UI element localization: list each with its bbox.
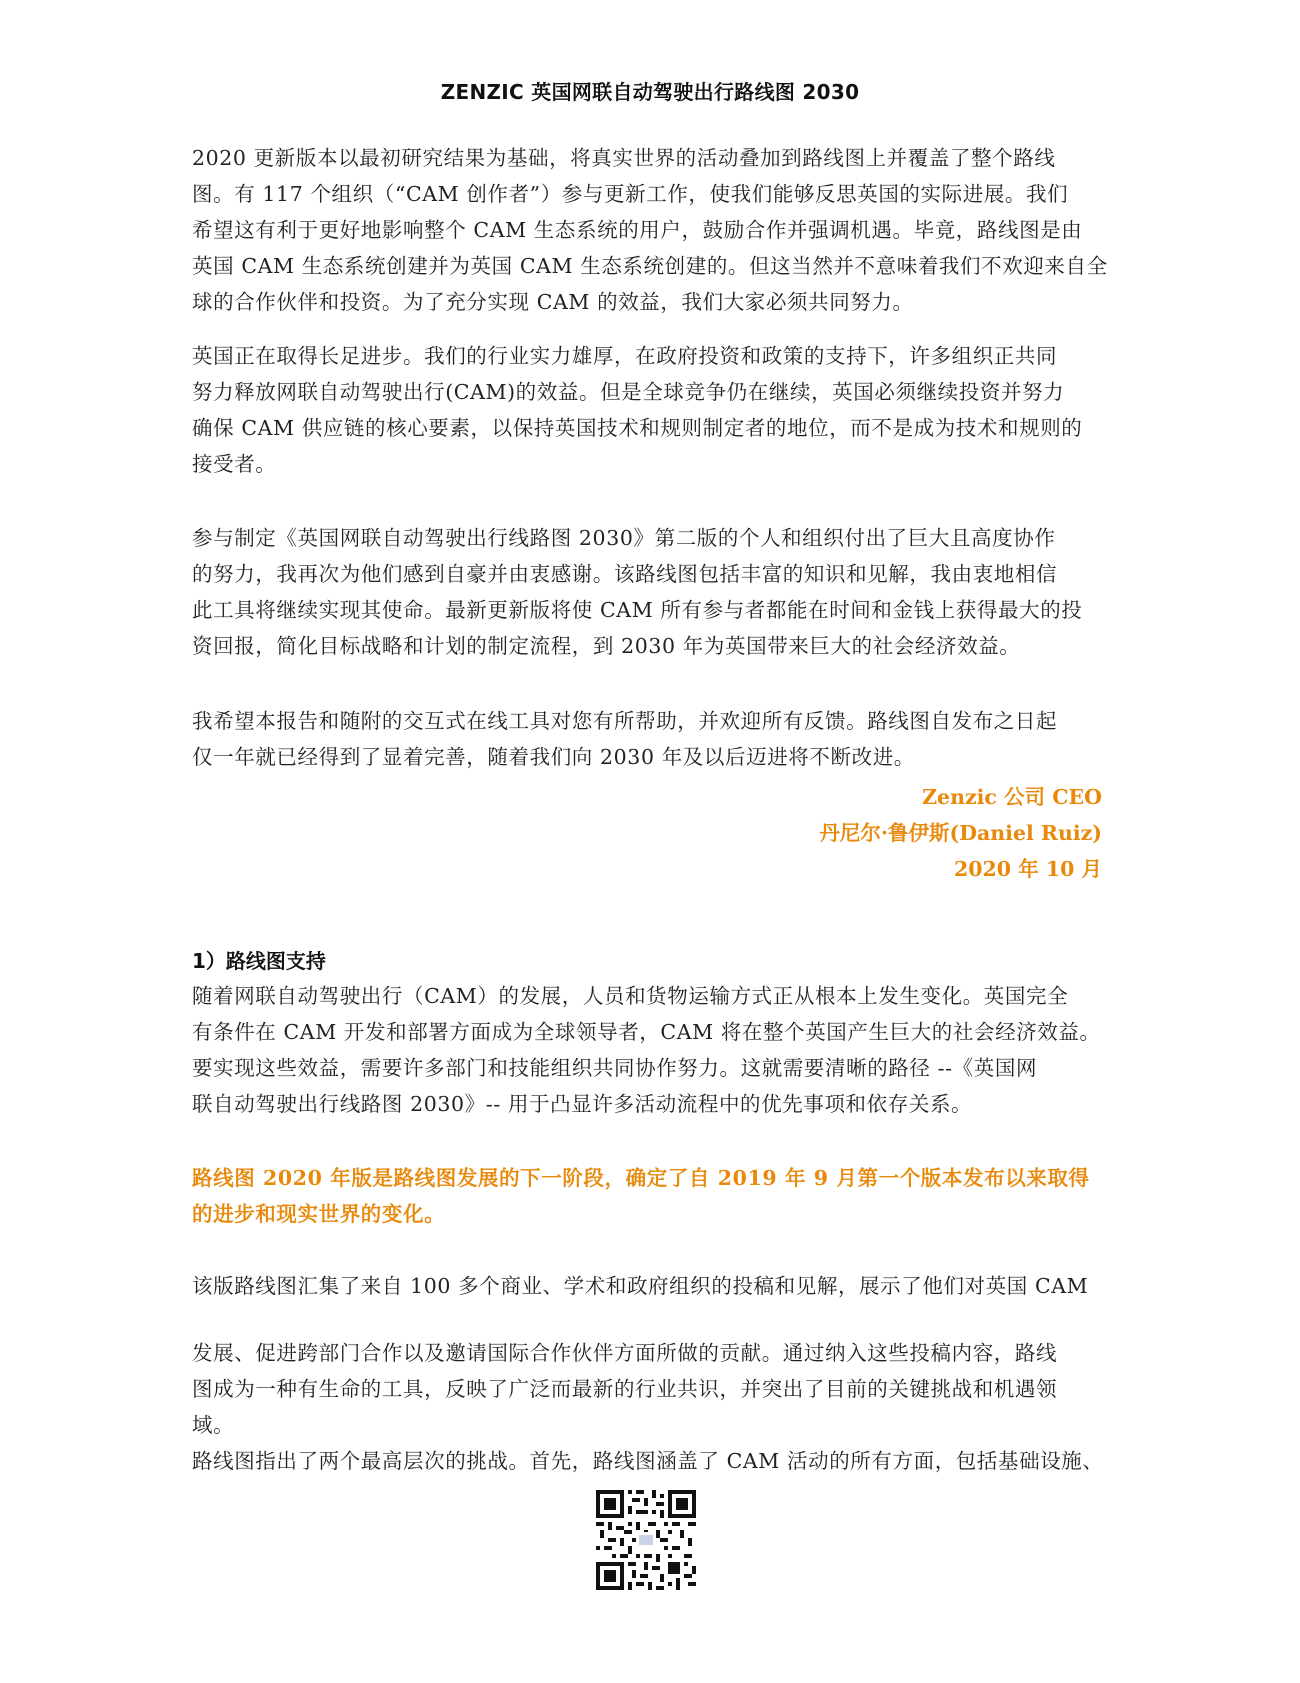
text-line: 此工具将继续实现其使命。最新更新版将使 CAM 所有参与者都能在时间和金钱上获得最大的投 (192, 598, 1083, 622)
text-line: 我希望本报告和随附的交互式在线工具对您有所帮助，并欢迎所有反馈。路线图自发布之日起 (192, 709, 1058, 733)
section-paragraph-3 (192, 1335, 1112, 1479)
intro-paragraph-4 (192, 703, 1112, 775)
intro-paragraph-2 (192, 338, 1112, 482)
text-line: 有条件在 CAM 开发和部署方面成为全球领导者，CAM 将在整个英国产生巨大的社会经济效益。 (192, 1020, 1101, 1044)
text-line: 确保 CAM 供应链的核心要素，以保持英国技术和规则制定者的地位，而不是成为技术和规则的 (192, 416, 1083, 440)
text-line: 努力释放网联自动驾驶出行(CAM)的效益。但是全球竞争仍在继续，英国必须继续投资并努力 (192, 380, 1065, 404)
text-line: 仅一年就已经得到了显着完善，随着我们向 2030 年及以后迈进将不断改进。 (192, 745, 915, 769)
signature-date: 2020 年 10 月 (954, 857, 1102, 881)
intro-paragraph-1 (192, 140, 1112, 320)
signature-name: 丹尼尔·鲁伊斯(Daniel Ruiz) (819, 821, 1102, 845)
text-line: 英国 CAM 生态系统创建并为英国 CAM 生态系统创建的。但这当然并不意味着我们不欢迎来自全 (192, 254, 1108, 278)
text-line: 要实现这些效益，需要许多部门和技能组织共同协作努力。这就需要清晰的路径 --《英国网 (192, 1056, 1038, 1080)
signature-block (819, 779, 1102, 887)
section-paragraph-1 (192, 978, 1112, 1122)
text-line: 发展、促进跨部门合作以及邀请国际合作伙伴方面所做的贡献。通过纳入这些投稿内容，路线 (192, 1341, 1058, 1365)
text-line: 路线图指出了两个最高层次的挑战。首先，路线图涵盖了 CAM 活动的所有方面，包括基础设施、 (192, 1449, 1104, 1473)
text-line: 球的合作伙伴和投资。为了充分实现 CAM 的效益，我们大家必须共同努力。 (192, 290, 914, 314)
text-line: 参与制定《英国网联自动驾驶出行线路图 2030》第二版的个人和组织付出了巨大且高度协作 (192, 526, 1056, 550)
text-line: 随着网联自动驾驶出行（CAM）的发展，人员和货物运输方式正从根本上发生变化。英国完全 (192, 984, 1069, 1008)
signature-role: Zenzic 公司 CEO (922, 785, 1102, 809)
text-line: 希望这有利于更好地影响整个 CAM 生态系统的用户，鼓励合作并强调机遇。毕竟，路线图是由 (192, 218, 1083, 242)
section-paragraph-2 (192, 1268, 1112, 1304)
text-line: 图成为一种有生命的工具，反映了广泛而最新的行业共识，并突出了目前的关键挑战和机遇领 (192, 1377, 1058, 1401)
highlight-paragraph (192, 1160, 1112, 1232)
text-line: 2020 更新版本以最初研究结果为基础，将真实世界的活动叠加到路线图上并覆盖了整个路线 (192, 146, 1056, 170)
text-line: 的进步和现实世界的变化。 (192, 1202, 446, 1226)
text-line: 路线图 2020 年版是路线图发展的下一阶段，确定了自 2019 年 9 月第一个版本发布以来取得 (192, 1166, 1090, 1190)
text-line: 该版路线图汇集了来自 100 多个商业、学术和政府组织的投稿和见解，展示了他们对英国 CAM (192, 1274, 1089, 1298)
text-line: 域。 (192, 1413, 235, 1437)
text-line: 资回报，简化目标战略和计划的制定流程，到 2030 年为英国带来巨大的社会经济效益。 (192, 634, 1021, 658)
text-line: 接受者。 (192, 452, 277, 476)
text-line: 英国正在取得长足进步。我们的行业实力雄厚，在政府投资和政策的支持下，许多组织正共同 (192, 344, 1058, 368)
qr-code-icon (596, 1490, 696, 1590)
text-line: 图。有 117 个组织（“CAM 创作者”）参与更新工作，使我们能够反思英国的实际进展。我们 (192, 182, 1069, 206)
text-line: 的努力，我再次为他们感到自豪并由衷感谢。该路线图包括丰富的知识和见解，我由衷地相信 (192, 562, 1058, 586)
intro-paragraph-3 (192, 520, 1112, 664)
text-line: 联自动驾驶出行线路图 2030》-- 用于凸显许多活动流程中的优先事项和依存关系。 (192, 1092, 973, 1116)
document-title: ZENZIC 英国网联自动驾驶出行路线图 2030 (440, 80, 860, 104)
section-heading: 1）路线图支持 (192, 949, 326, 973)
